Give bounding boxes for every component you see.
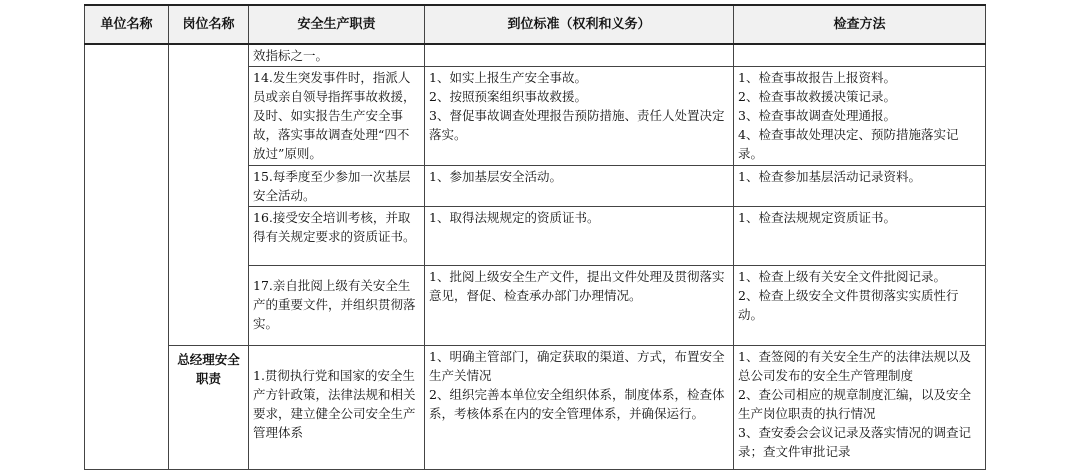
- unit-cell: [85, 44, 169, 470]
- table-row: [85, 346, 986, 470]
- standard-cell: 1、明确主管部门，确定获取的渠道、方式，布置安全生产关情况 2、组织完善本单位安全组织体系，制度体系，检查体系，考核体系在内的安全管理体系，并确保运行。: [425, 346, 734, 470]
- method-cell: [734, 44, 986, 67]
- duty-cell: 1.贯彻执行党和国家的安全生产方针政策，法律法规和相关要求，建立健全公司安全生产管理体系: [249, 346, 425, 470]
- header-row: [85, 5, 986, 44]
- header-check-method: 检查方法: [734, 5, 986, 44]
- table-row: [85, 44, 986, 67]
- method-cell: 1、查签阅的有关安全生产的法律法规以及总公司发布的安全生产管理制度 2、查公司相应的规章制度汇编，以及安全生产岗位职责的执行情况 3、查安委会会议记录及落实情况的调查记录；查文件审批记录: [734, 346, 986, 470]
- standard-cell: 1、取得法规规定的资质证书。: [425, 207, 734, 266]
- header-safety-duty: 安全生产职责: [249, 5, 425, 44]
- header-position-name: 岗位名称: [169, 5, 249, 44]
- header-unit-name: 单位名称: [85, 5, 169, 44]
- role-cell: 总经理安全职责: [169, 346, 249, 470]
- method-cell: 1、检查上级有关安全文件批阅记录。 2、检查上级安全文件贯彻落实实质性行动。: [734, 266, 986, 346]
- standard-cell: 1、批阅上级安全生产文件，提出文件处理及贯彻落实意见，督促、检查承办部门办理情况。: [425, 266, 734, 346]
- duty-cell: 16.接受安全培训考核，并取得有关规定要求的资质证书。: [249, 207, 425, 266]
- header-standard: 到位标准（权利和义务）: [425, 5, 734, 44]
- duty-cell: 效指标之一。: [249, 44, 425, 67]
- method-cell: 1、检查事故报告上报资料。 2、检查事故救援决策记录。 3、检查事故调查处理通报。 4、检查事故处理决定、预防措施落实记录。: [734, 67, 986, 166]
- standard-cell: 1、如实上报生产安全事故。 2、按照预案组织事故救援。 3、督促事故调查处理报告预防措施、责任人处置决定落实。: [425, 67, 734, 166]
- duty-cell: 15.每季度至少参加一次基层安全活动。: [249, 166, 425, 207]
- duty-cell: 14.发生突发事件时，指派人员或亲自领导指挥事故救援，及时、如实报告生产安全事故，落实事故调查处理“四不放过”原则。: [249, 67, 425, 166]
- method-cell: 1、检查法规规定资质证书。: [734, 207, 986, 266]
- position-cell: [169, 44, 249, 346]
- responsibility-table: [84, 4, 986, 470]
- duty-cell: 17.亲自批阅上级有关安全生产的重要文件，并组织贯彻落实。: [249, 266, 425, 346]
- method-cell: 1、检查参加基层活动记录资料。: [734, 166, 986, 207]
- standard-cell: 1、参加基层安全活动。: [425, 166, 734, 207]
- standard-cell: [425, 44, 734, 67]
